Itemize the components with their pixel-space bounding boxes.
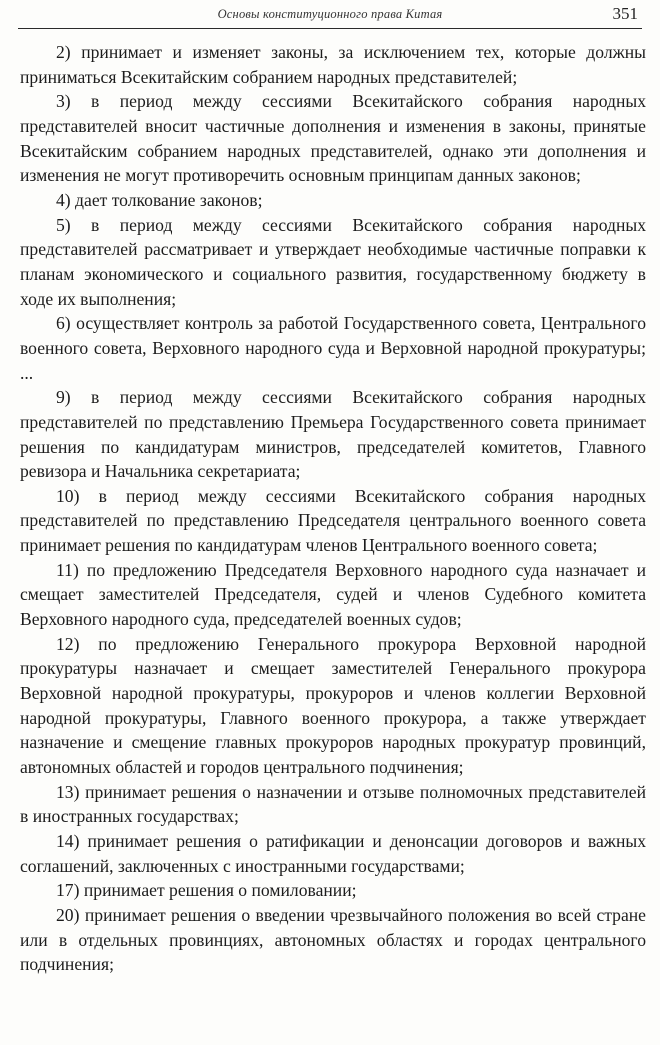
paragraph-item-12: 12) по предложению Генерального прокурора Верховной народной прокуратуры назначает и смещает заместителей Генерального прокурора Верховной народной прокуратуры, прокуроров и членов коллегии Верховной народной прокуратуры, Главного военного прокурора, а также утверждает назначение и смещение главных прокуроров народных прокуратур провинций, автономных областей и городов центрального подчинения; (20, 633, 646, 778)
paragraph-item-9: 9) в период между сессиями Всекитайского собрания народных представителей по представлению Премьера Государственного совета принимает решения по кандидатурам министров, председателей комитетов, Главного ревизора и Начальника секретариата; (20, 387, 646, 482)
paragraph-item-5: 5) в период между сессиями Всекитайского собрания народных представителей рассматривает и утверждает необходимые частичные поправки к планам экономического и социального развития, государственному бюджету в ходе их выполнения; (20, 214, 646, 309)
paragraph-item-13: 13) принимает решения о назначении и отзыве полномочных представителей в иностранных государствах; (20, 781, 646, 827)
page-number: 351 (612, 4, 638, 23)
body-text (20, 40, 646, 977)
paragraph-item-20: 20) принимает решения о введении чрезвычайного положения во всей стране или в отдельных провинциях, автономных областях и городах центрального подчинения; (20, 904, 646, 975)
paragraph-item-14: 14) принимает решения о ратификации и денонсации договоров и важных соглашений, заключенных с иностранными государствами; (20, 831, 646, 876)
paragraph-item-4: 4) дает толкование законов; (56, 189, 263, 210)
paragraph-item-10: 10) в период между сессиями Всекитайского собрания народных представителей по представлению Председателя центрального военного совета принимает решения по кандидатурам членов Центрального военного совета; (20, 485, 646, 556)
paragraph-item-3: 3) в период между сессиями Всекитайского собрания народных представителей вносит частичные дополнения и изменения в законы, принятые Всекитайским собранием народных представителей, однако эти дополнения и изменения не могут противоречить основным принципам данных законов; (20, 91, 646, 186)
paragraph-item-6: 6) осуществляет контроль за работой Государственного совета, Центрального военного совета, Верховного народного суда и Верховной народной прокуратуры; ... (20, 313, 646, 383)
paragraph-item-11: 11) по предложению Председателя Верховного народного суда назначает и смещает заместителей Председателя, судей и членов Судебного комитета Верховного народного суда, председателей военных судов; (20, 559, 646, 630)
paragraph-item-2: 2) принимает и изменяет законы, за исключением тех, которые должны приниматься Всекитайским собранием народных представителей; (20, 42, 646, 87)
running-title: Основы конституционного права Китая (217, 7, 443, 21)
paragraph-item-17: 17) принимает решения о помиловании; (56, 880, 357, 901)
running-header (18, 2, 642, 29)
